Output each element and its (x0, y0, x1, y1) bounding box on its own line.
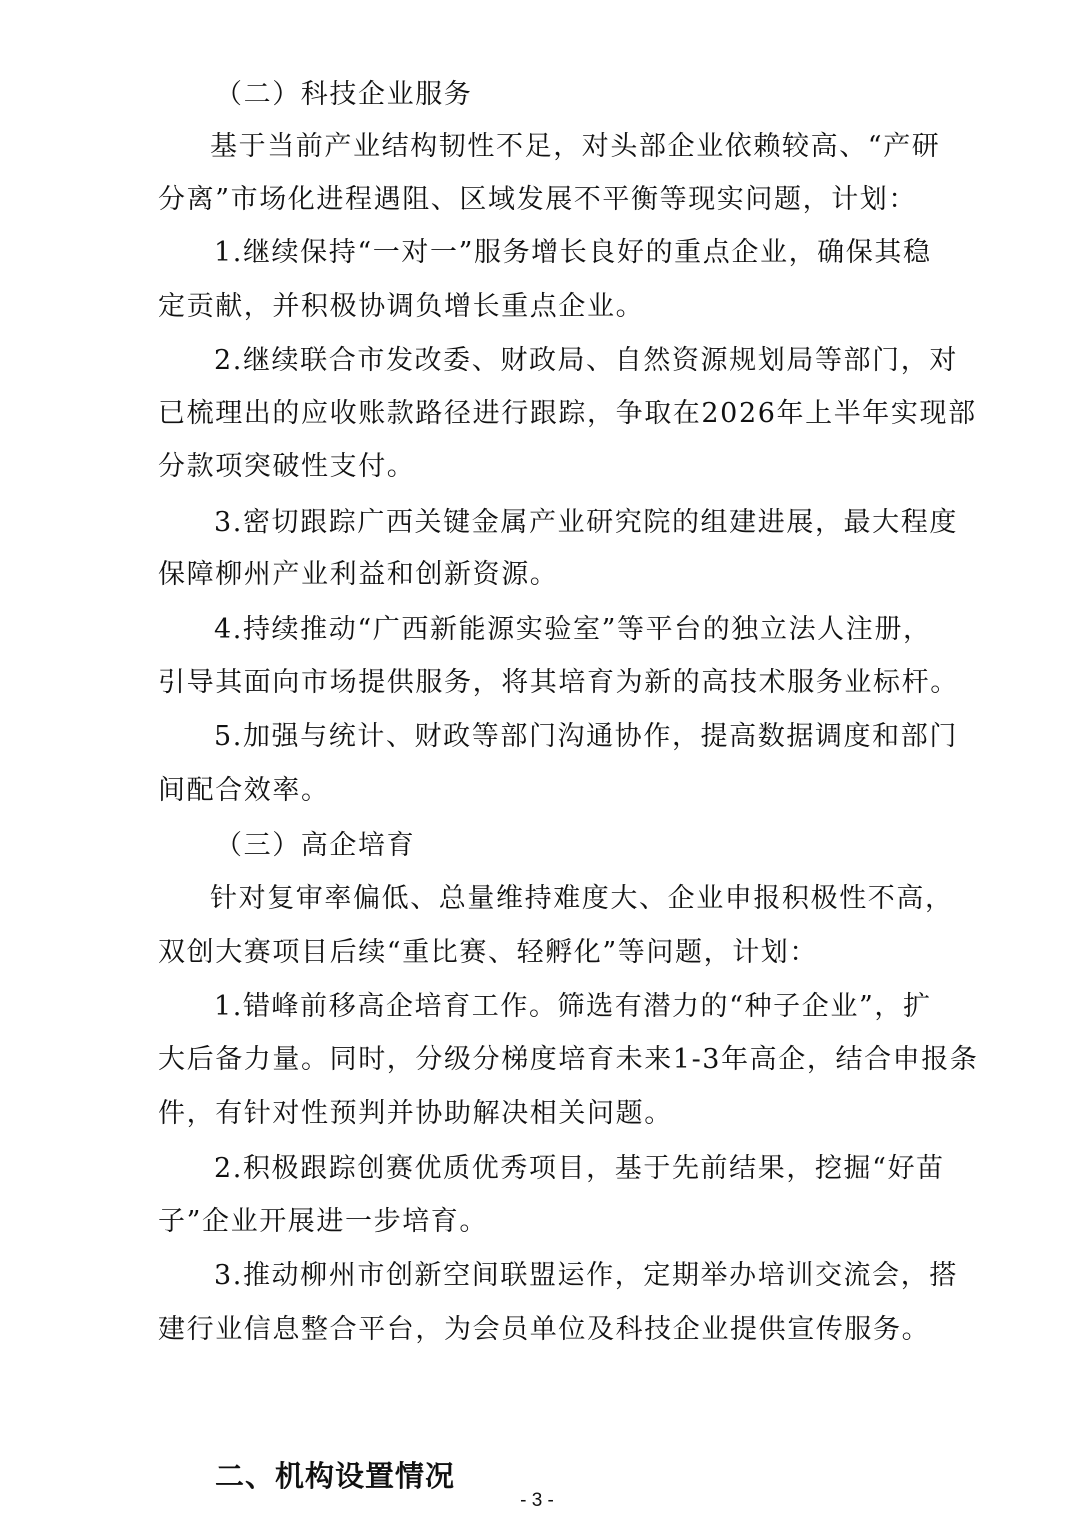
page-number: - 3 - (520, 1490, 554, 1511)
list-item-line: 1.错峰前移高企培育工作。筛选有潜力的“种子企业”，扩 (214, 991, 932, 1022)
list-item-line: 分款项突破性支付。 (158, 451, 416, 482)
paragraph-line: 基于当前产业结构韧性不足，对头部企业依赖较高、“产研 (210, 131, 941, 162)
paragraph-line: 针对复审率偏低、总量维持难度大、企业申报积极性不高， (210, 883, 954, 914)
list-item-line: 保障柳州产业利益和创新资源。 (158, 559, 559, 590)
list-item-line: 子”企业开展进一步培育。 (158, 1206, 489, 1237)
list-item-line: 间配合效率。 (158, 775, 330, 806)
list-item-line: 大后备力量。同时，分级分梯度培育未来1-3年高企，结合申报条 (158, 1044, 979, 1075)
list-item-line: 3.推动柳州市创新空间联盟运作，定期举办培训交流会，搭 (214, 1260, 958, 1291)
list-item-line: 1.继续保持“一对一”服务增长良好的重点企业，确保其稳 (214, 237, 932, 268)
list-item-line: 5.加强与统计、财政等部门沟通协作，提高数据调度和部门 (214, 721, 958, 752)
section-heading: （二）科技企业服务 (215, 79, 473, 110)
list-item-line: 3.密切跟踪广西关键金属产业研究院的组建进展，最大程度 (214, 507, 958, 538)
list-item-line: 定贡献，并积极协调负增长重点企业。 (158, 291, 645, 322)
list-item-line: 已梳理出的应收账款路径进行跟踪，争取在2026年上半年实现部 (158, 398, 977, 429)
paragraph-line: 分离”市场化进程遇阻、区域发展不平衡等现实问题，计划： (158, 184, 918, 215)
list-item-line: 4.持续推动“广西新能源实验室”等平台的独立法人注册， (214, 614, 932, 645)
list-item-line: 件，有针对性预判并协助解决相关问题。 (158, 1098, 673, 1129)
chapter-heading: 二、机构设置情况 (215, 1459, 456, 1493)
list-item-line: 引导其面向市场提供服务，将其培育为新的高技术服务业标杆。 (158, 667, 959, 698)
section-heading: （三）高企培育 (215, 830, 416, 861)
paragraph-line: 双创大赛项目后续“重比赛、轻孵化”等问题，计划： (158, 937, 819, 968)
list-item-line: 2.积极跟踪创赛优质优秀项目，基于先前结果，挖掘“好苗 (214, 1153, 945, 1184)
list-item-line: 2.继续联合市发改委、财政局、自然资源规划局等部门，对 (214, 345, 958, 376)
list-item-line: 建行业信息整合平台，为会员单位及科技企业提供宣传服务。 (158, 1314, 931, 1345)
